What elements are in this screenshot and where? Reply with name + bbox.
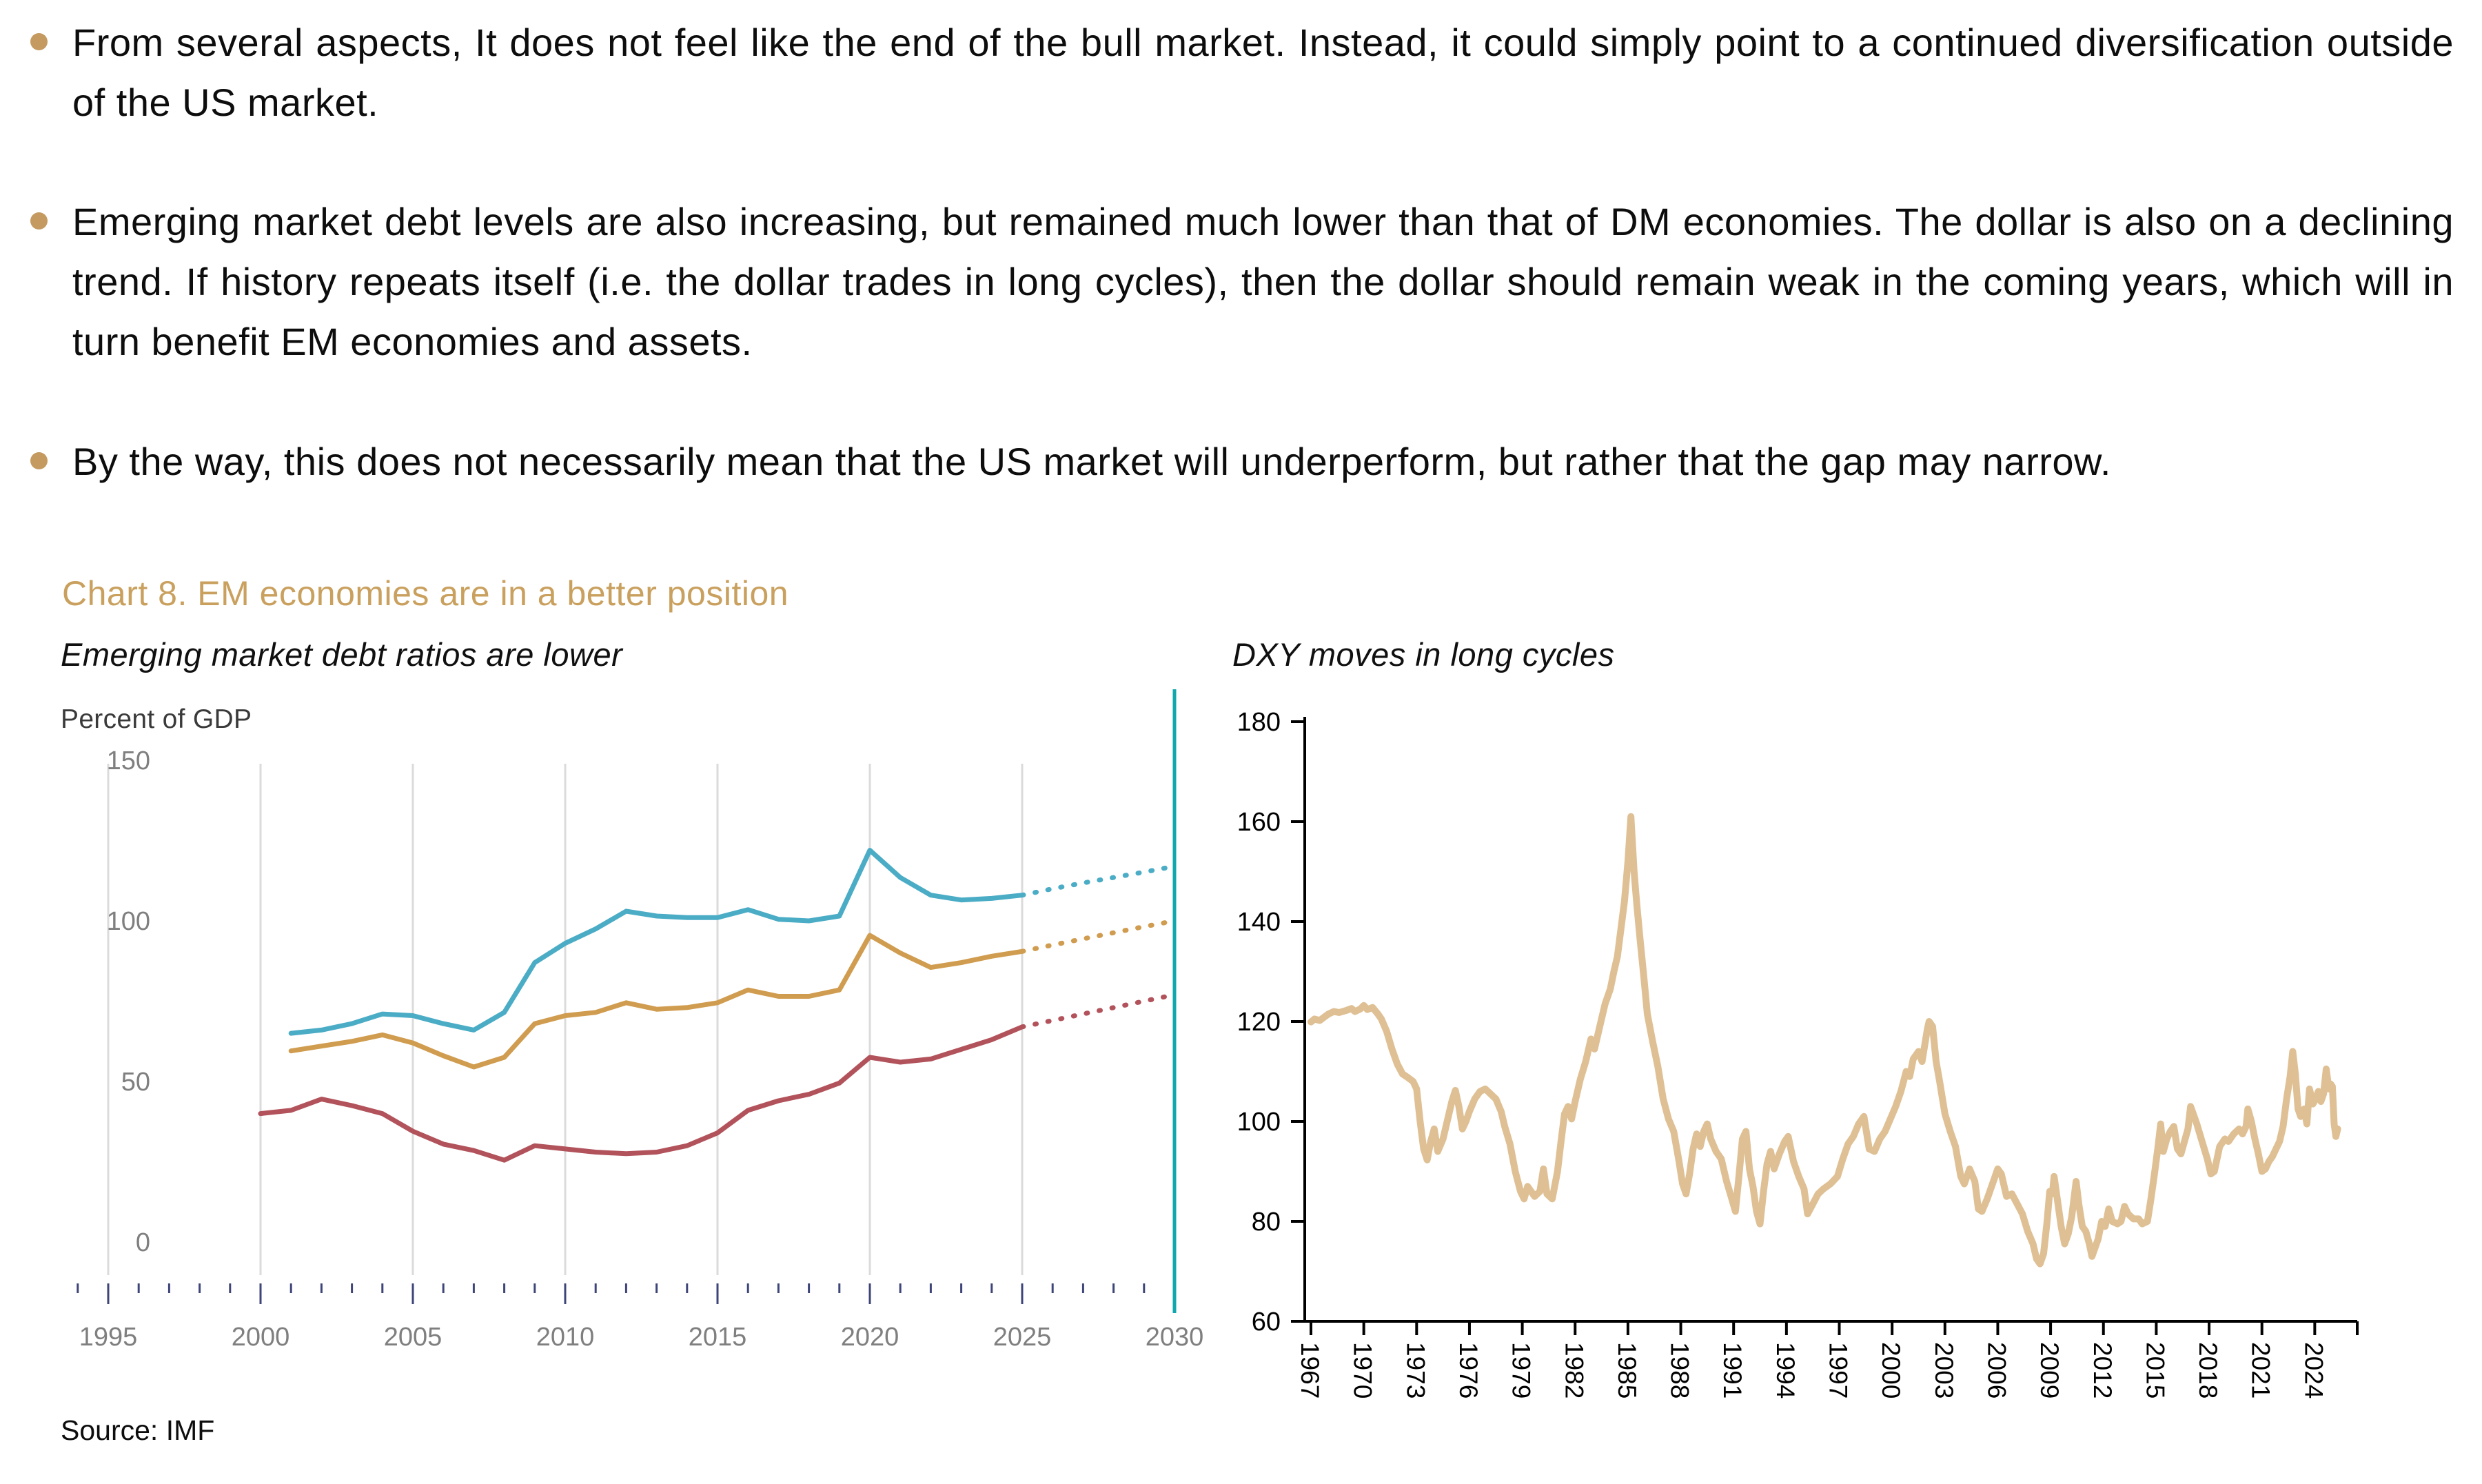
right-chart-subtitle: DXY moves in long cycles — [1232, 636, 1615, 673]
svg-text:120: 120 — [1237, 1008, 1281, 1037]
svg-text:160: 160 — [1237, 808, 1281, 837]
series-projection-orange — [1022, 921, 1174, 951]
svg-text:80: 80 — [1251, 1208, 1281, 1237]
svg-text:2012: 2012 — [2088, 1342, 2117, 1399]
svg-text:2015: 2015 — [688, 1323, 747, 1352]
svg-text:180: 180 — [1237, 708, 1281, 737]
svg-text:2009: 2009 — [2035, 1342, 2064, 1399]
series-line-red — [261, 1027, 1022, 1160]
svg-text:2010: 2010 — [536, 1323, 595, 1352]
left-chart-x-ticks — [78, 1283, 1144, 1304]
svg-text:2006: 2006 — [1982, 1342, 2011, 1399]
svg-text:2024: 2024 — [2299, 1342, 2328, 1399]
bullet-icon — [30, 212, 48, 230]
svg-text:140: 140 — [1237, 908, 1281, 937]
right-chart-axes — [1305, 717, 2357, 1321]
svg-text:100: 100 — [1237, 1108, 1281, 1137]
svg-text:2030: 2030 — [1145, 1323, 1204, 1352]
right-chart-x-labels — [1296, 1321, 2357, 1399]
svg-text:2003: 2003 — [1929, 1342, 1958, 1399]
svg-text:0: 0 — [135, 1228, 150, 1257]
left-chart-y-labels — [107, 746, 150, 1257]
svg-text:1979: 1979 — [1507, 1342, 1536, 1399]
svg-text:150: 150 — [106, 746, 150, 775]
series-projection-red — [1022, 995, 1174, 1027]
bullet-text: Emerging market debt levels are also increasing, but remained much lower than that of DM economies. The dollar is also on a declining trend. If history repeats itself (i.e. the dollar trades in long cycles), then the dollar should remain weak in the coming years, which will in turn benefit EM economies and assets. — [72, 200, 2454, 363]
svg-text:50: 50 — [121, 1068, 150, 1097]
left-chart-gridlines — [108, 764, 1022, 1275]
bullet-text: By the way, this does not necessarily mean that the US market will underperform, but rather that the gap may narrow. — [72, 440, 2111, 483]
svg-text:2021: 2021 — [2246, 1342, 2275, 1399]
dxy-long-cycles-chart — [1213, 648, 2482, 1484]
svg-text:1976: 1976 — [1454, 1342, 1483, 1399]
svg-text:60: 60 — [1251, 1308, 1281, 1336]
series-projection-blue — [1022, 866, 1174, 895]
left-chart-subtitle: Emerging market debt ratios are lower — [61, 636, 623, 673]
svg-text:1994: 1994 — [1771, 1342, 1800, 1399]
bullet-text: From several aspects, It does not feel like the end of the bull market. Instead, it could simply point to a continued diversification outside of the US market. — [72, 21, 2454, 124]
series-line-DXY — [1311, 817, 2338, 1264]
svg-text:1967: 1967 — [1296, 1342, 1324, 1399]
svg-text:2000: 2000 — [231, 1323, 290, 1352]
svg-text:2018: 2018 — [2194, 1342, 2223, 1399]
bullet-icon — [30, 33, 48, 50]
svg-text:1970: 1970 — [1348, 1342, 1377, 1399]
svg-text:1991: 1991 — [1718, 1342, 1747, 1399]
svg-text:100: 100 — [106, 907, 150, 936]
left-chart-axis-label: Percent of GDP — [61, 704, 252, 734]
svg-text:2025: 2025 — [993, 1323, 1052, 1352]
svg-text:2020: 2020 — [840, 1323, 899, 1352]
svg-text:2000: 2000 — [1877, 1342, 1906, 1399]
left-chart-x-labels — [79, 1323, 1204, 1352]
chart-section-title: Chart 8. EM economies are in a better position — [62, 574, 789, 613]
bullet-icon — [30, 452, 48, 469]
svg-text:1997: 1997 — [1824, 1342, 1853, 1399]
svg-text:1988: 1988 — [1665, 1342, 1694, 1399]
bullet-item-2 — [30, 192, 2454, 372]
svg-text:1995: 1995 — [79, 1323, 138, 1352]
svg-text:1973: 1973 — [1401, 1342, 1430, 1399]
svg-text:1985: 1985 — [1612, 1342, 1641, 1399]
right-chart-y-labels — [1237, 708, 1305, 1336]
source-note: Source: IMF — [61, 1414, 215, 1446]
svg-text:2005: 2005 — [383, 1323, 443, 1352]
bullet-item-1 — [30, 12, 2454, 132]
emerging-market-debt-chart — [0, 689, 1248, 1385]
series-line-orange — [291, 935, 1022, 1067]
series-line-blue — [291, 851, 1022, 1034]
svg-text:1982: 1982 — [1560, 1342, 1589, 1399]
bullet-item-3 — [30, 431, 2454, 491]
svg-text:2015: 2015 — [2141, 1342, 2170, 1399]
